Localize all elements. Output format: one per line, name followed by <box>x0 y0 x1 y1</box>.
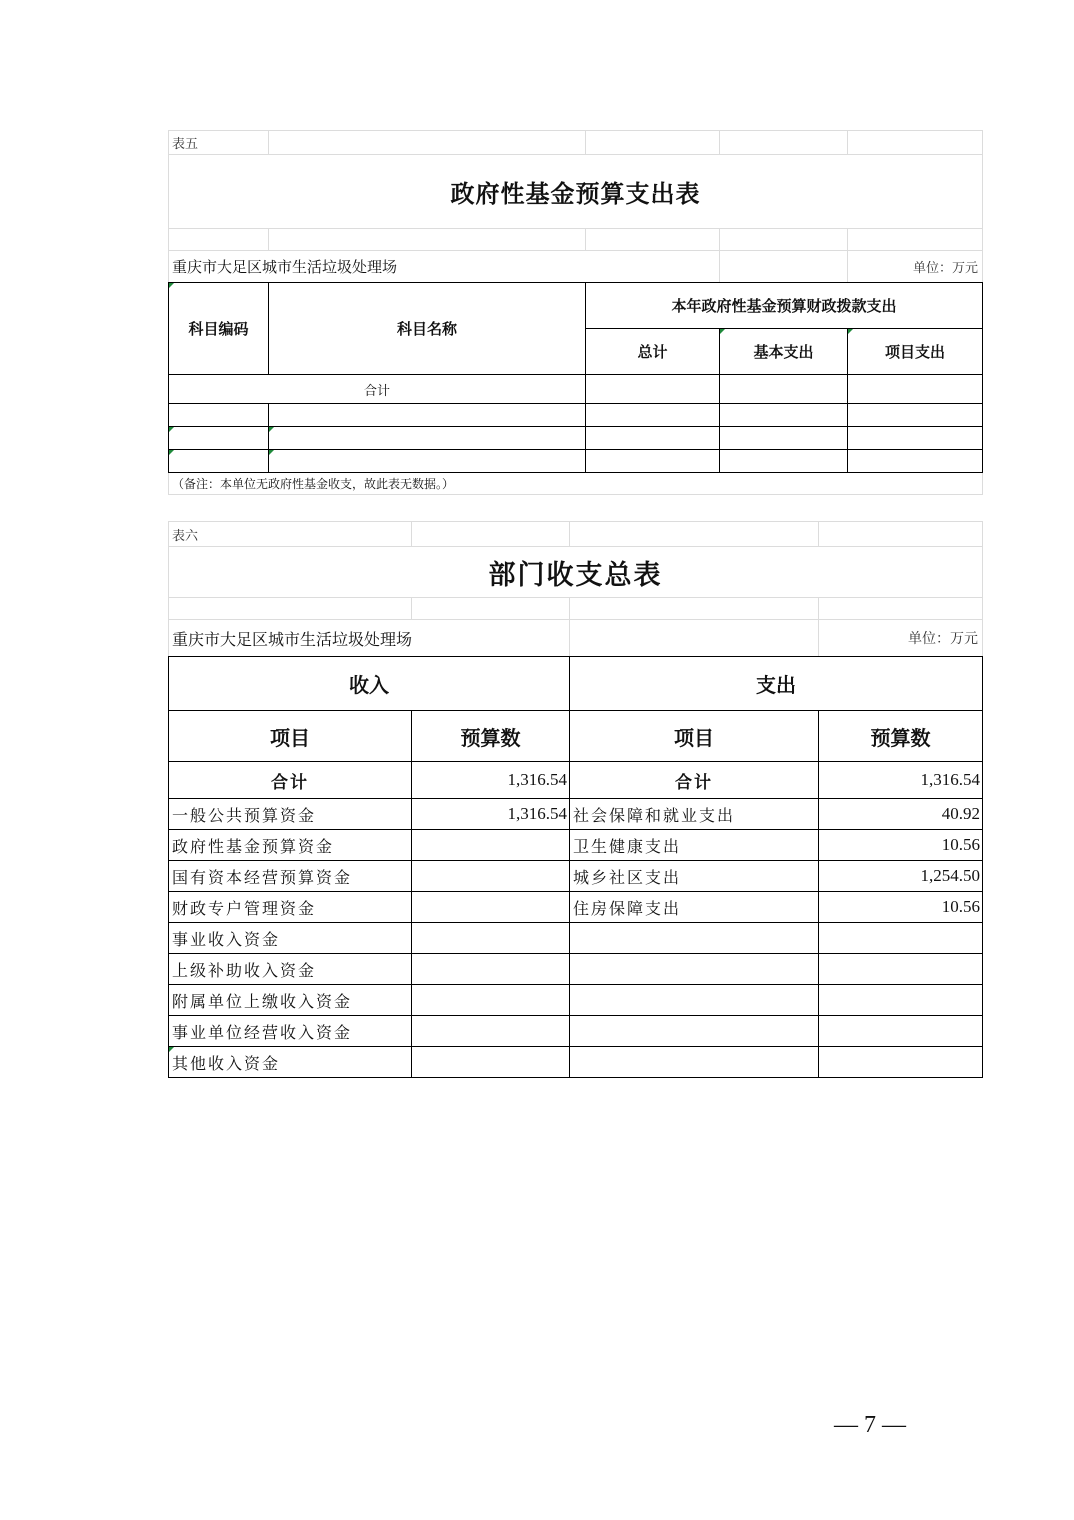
expense-item <box>570 985 819 1016</box>
expense-item: 社会保障和就业支出 <box>570 799 819 830</box>
income-item: 国有资本经营预算资金 <box>169 861 412 892</box>
unit-label: 单位：万元 <box>848 251 983 283</box>
expense-total-label: 合计 <box>570 762 819 799</box>
expense-item: 住房保障支出 <box>570 892 819 923</box>
expense-col-item: 项目 <box>570 711 819 762</box>
expense-col-budget: 预算数 <box>819 711 983 762</box>
income-item: 事业单位经营收入资金 <box>169 1016 412 1047</box>
total-cell <box>586 375 720 404</box>
table-row <box>169 954 983 985</box>
expense-value <box>819 1047 983 1078</box>
header-total: 总计 <box>586 329 720 375</box>
table-row <box>169 450 983 473</box>
table-row <box>169 861 983 892</box>
income-value: 1,316.54 <box>412 799 570 830</box>
income-item: 事业收入资金 <box>169 923 412 954</box>
expense-value <box>819 985 983 1016</box>
expense-value <box>819 1016 983 1047</box>
income-item: 一般公共预算资金 <box>169 799 412 830</box>
income-header: 收入 <box>169 657 570 711</box>
income-item: 政府性基金预算资金 <box>169 830 412 861</box>
table-row <box>169 1047 983 1078</box>
expense-value: 10.56 <box>819 892 983 923</box>
table-label: 表六 <box>169 522 412 547</box>
total-cell <box>848 375 983 404</box>
income-total-label: 合计 <box>169 762 412 799</box>
table-row <box>169 923 983 954</box>
table-note: （备注：本单位无政府性基金收支，故此表无数据。） <box>169 473 983 495</box>
table-label: 表五 <box>169 131 269 155</box>
income-value <box>412 954 570 985</box>
header-project: 项目支出 <box>848 329 983 375</box>
org-name: 重庆市大足区城市生活垃圾处理场 <box>169 251 720 283</box>
table-row <box>169 892 983 923</box>
table-five <box>168 130 983 495</box>
total-row <box>169 762 983 799</box>
expense-item <box>570 1016 819 1047</box>
expense-value: 1,254.50 <box>819 861 983 892</box>
table-title: 政府性基金预算支出表 <box>169 155 983 229</box>
expense-header: 支出 <box>570 657 983 711</box>
page-number: — 7 — <box>834 1412 906 1438</box>
expense-value <box>819 954 983 985</box>
income-item: 财政专户管理资金 <box>169 892 412 923</box>
table-row <box>169 830 983 861</box>
income-value <box>412 830 570 861</box>
total-cell <box>720 375 848 404</box>
header-subject-code: 科目编码 <box>169 283 269 375</box>
income-value <box>412 861 570 892</box>
income-item: 其他收入资金 <box>169 1047 412 1078</box>
income-value <box>412 1016 570 1047</box>
expense-item <box>570 923 819 954</box>
table-row <box>169 1016 983 1047</box>
expense-value: 40.92 <box>819 799 983 830</box>
total-row-label: 合计 <box>169 375 586 404</box>
unit-label: 单位：万元 <box>819 620 983 657</box>
table-row <box>169 799 983 830</box>
income-col-budget: 预算数 <box>412 711 570 762</box>
income-item: 附属单位上缴收入资金 <box>169 985 412 1016</box>
table-row <box>169 427 983 450</box>
header-appropriation-group: 本年政府性基金预算财政拨款支出 <box>586 283 983 329</box>
expense-item <box>570 954 819 985</box>
income-total-value: 1,316.54 <box>412 762 570 799</box>
expense-value: 10.56 <box>819 830 983 861</box>
expense-item <box>570 1047 819 1078</box>
income-value <box>412 985 570 1016</box>
expense-value <box>819 923 983 954</box>
header-basic: 基本支出 <box>720 329 848 375</box>
table-six <box>168 521 983 1078</box>
income-col-item: 项目 <box>169 711 412 762</box>
income-value <box>412 923 570 954</box>
expense-item: 卫生健康支出 <box>570 830 819 861</box>
income-value <box>412 1047 570 1078</box>
org-name: 重庆市大足区城市生活垃圾处理场 <box>169 620 570 657</box>
header-subject-name: 科目名称 <box>269 283 586 375</box>
expense-item: 城乡社区支出 <box>570 861 819 892</box>
table-title: 部门收支总表 <box>169 547 983 598</box>
expense-total-value: 1,316.54 <box>819 762 983 799</box>
income-value <box>412 892 570 923</box>
table-row <box>169 985 983 1016</box>
table-row <box>169 404 983 427</box>
income-item: 上级补助收入资金 <box>169 954 412 985</box>
